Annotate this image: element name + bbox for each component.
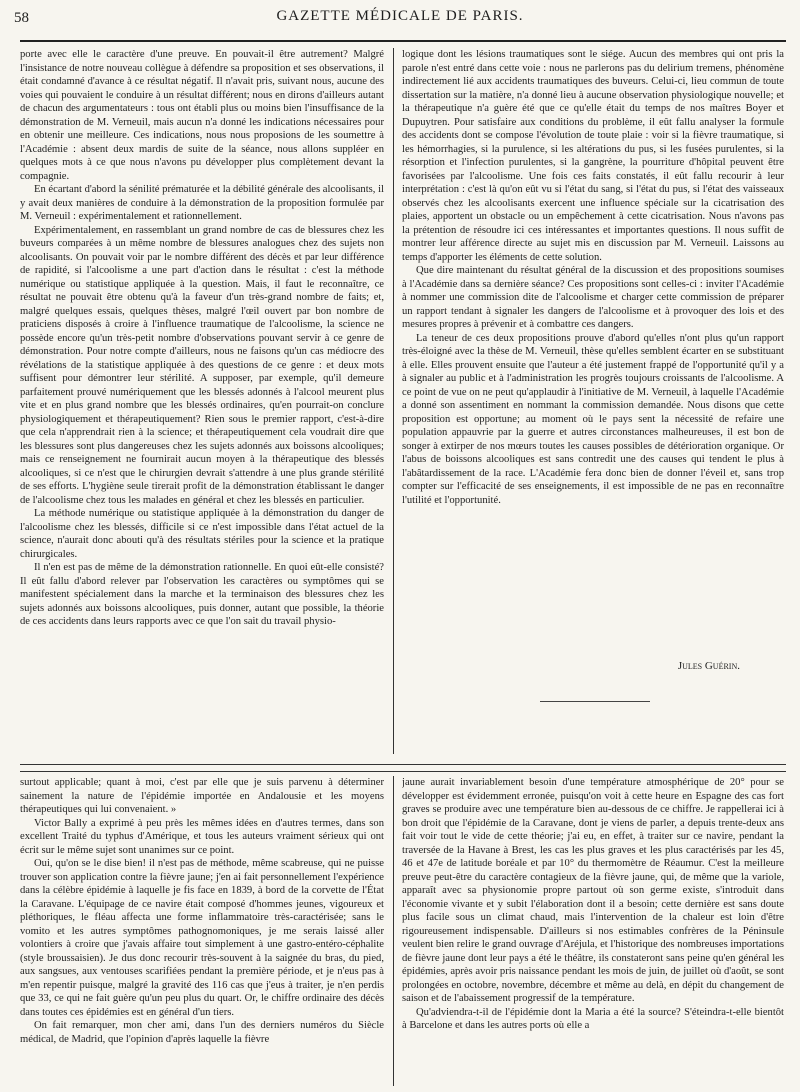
article-paragraph: Que dire maintenant du résultat général de la discussion et des propositions soumises à l'Académie dans sa dernière séance? Ces propositions sont celles-ci : inviter l'Académie à nommer une commission dite de l'alcoolisme et charger cette commission de préparer un rapport tendant à signaler les dangers de l'alcoolisme et à provoquer des lois et des mesures propres à prévenir et à combattre ces dangers. [402,265,784,330]
feuilleton-paragraph: jaune aurait invariablement besoin d'une température atmosphérique de 20° pour se développer est évidemment erronée, puisqu'on voit à cette heure en Espagne des cas fort graves se produire avec une température bien au-dessous de ce chiffre. Je rappellerai ici à bon droit que l'épidémie de la Caravane, dont je viens de parler, a depuis trente-deux ans fait voir tout le vide de cette théorie; j'ai eu, en effet, à traiter sur ce navire, pendant la traversée de la Havane à Brest, les cas les plus graves et les plus caractérisés par les 45, 46 et 47e de latitude boréale et par 10° du thermomètre de Réaumur. C'est la meilleure preuve peut-être du caractère contagieux de la fièvre jaune, qui, de même que la variole, apparaît avec sa physionomie propre partout où son germe existe, s'introduit dans l'économie vivante et y subit l'élaboration dont il a besoin; cette dernière est sans doute plus facile sous un climat chaud, mais l'intervention de la chaleur est loin d'être rigoureusement indispensable. D'ailleurs si nos estimables confrères de la Péninsule veulent bien relire le grand ouvrage d'Aréjula, et l'historique des nombreuses importations de fièvre jaune dont leur pays a été le théâtre, ils constateront sans peine qu'en général les épidémies, après avoir pris naissance pendant les mois de juin, de juillet où d'août, se sont prolongées en octobre, novembre, décembre et même au delà, en dépit du changement de saison et de l'abaissement progressif de la température. [402,777,784,1004]
article-paragraph: La teneur de ces deux propositions prouve d'abord qu'elles n'ont plus qu'un rapport très-éloigné avec la thèse de M. Verneuil, thèse qu'elles semblent écarter en se substituant à elle. Elles prouvent ensuite que l'auteur a été justement frappé de l'opportunité qu'il y a à signaler au public et à l'administration les progrès toujours croissants de l'alcoolisme. A ce point de vue on ne peut qu'applaudir à l'initiative de M. Verneuil, à laquelle l'Académie a donné son assentiment en nommant la commission demandée. Nous disons que cette proposition est opportune; au moment où le pays sent la nécessité de refaire une population appauvrie par la guerre et autres circonstances malheureuses, il est bon de songer à extirper de nos mœurs toutes les causes possibles de détérioration organique. Or l'abus de boissons alcooliques est sans contredit une des causes qui tendent le plus à l'abâtardissement de la race. L'Académie fera donc bien de donner l'éveil et, sans trop compter sur l'efficacité de ses enseignements, il est impossible de ne pas en reconnaître l'utilité et l'opportunité. [402,332,784,506]
feuilleton-paragraph: On fait remarquer, mon cher ami, dans l'un des derniers numéros du Siècle médical, de Madrid, que l'opinion d'après laquelle la fièvre [20,1020,384,1045]
feuilleton-paragraph: Qu'adviendra-t-il de l'épidémie dont la Maria a été la source? S'éteindra-t-elle bientôt à Barcelone et dans les autres ports où elle a [402,1006,784,1031]
feuilleton-paragraph: Victor Bally a exprimé à peu près les mêmes idées en d'autres termes, dans son excellent Traité du typhus d'Amérique, et tous les auteurs vraiment sérieux qui ont écrit sur le même sujet sont unanimes sur ce point. [20,817,384,856]
article-paragraph: logique dont les lésions traumatiques sont le siége. Aucun des membres qui ont pris la parole n'est entré dans cette voie : nous ne parlerons pas du delirium tremens, phénomène indirectement lié aux accidents traumatiques des buveurs. Celui-ci, lieu commun de toute dissertation sur la matière, n'a donné lieu à aucune observation physiologique nouvelle; et la thérapeutique n'a guère été que ce qu'elle était du temps de nos maîtres Boyer et Dupuytren. Pour satisfaire aux conditions du problème, il eût fallu analyser la formule des accidents dont se compose l'évolution de toute plaie : voir si la fièvre traumatique, si les hémorrhagies, si la purulence, si les altérations du pus, si les fusées purulentes, si la résorption et l'infection purulentes, si la gangrène, la pourriture d'hôpital peuvent être favorisées par l'alcoolisme. Une fois ces faits constatés, il eût fallu recourir à leur interprétation : c'est là qu'on eût vu si l'état du sang, si l'état du pus, si l'état des vaisseaux observés chez les alcoolisants exercent une influence spéciale sur la cicatrisation des plaies, apportent un obstacle ou un empêchement à cette cicatrisation. Nous n'avons pas la prétention de résoudre ici ces intéressantes et importantes questions. Il nous suffit de montrer leur afférence directe au sujet mis en discussion par M. Verneuil. Laissons au temps d'apporter les éléments de cette solution. [402,49,784,263]
feuilleton-column-divider [393,776,394,1086]
header-rule [20,40,786,42]
article-end-rule [540,701,650,702]
journal-title: GAZETTE MÉDICALE DE PARIS. [276,8,524,24]
feuilleton-left-column [20,776,384,1086]
article-left-column [20,48,384,754]
feuilleton-separator [20,764,786,772]
feuilleton-paragraph: surtout applicable; quant à moi, c'est par elle que je suis parvenu à déterminer sainement la nature de l'épidémie importée en Andalousie et les moyens thérapeutiques qui lui convenaient. » [20,777,384,815]
article-paragraph: porte avec elle le caractère d'une preuve. En pouvait-il être autrement? Malgré l'insistance de notre nouveau collègue à défendre sa proposition et ses observations, il était condamné d'avance à ce résultat négatif. Il n'avait pris, suivant nous, aucune des voies qui pouvaient le conduire à un résultat différent; nous en dirons d'ailleurs autant de chacun des argumentateurs : tous ont établi plus ou moins bien l'insuffisance de la démonstration de M. Verneuil, mais aucun n'a donné les indications nécessaires pour en obtenir une meilleure. Ces indications, nous nous proposions de les soumettre à l'Académie : absent deux mardis de suite de la séance, nous allons suppléer en quelques mots à ce que nous n'avons pu développer plus complètement devant la compagnie. [20,49,384,182]
page-number: 58 [14,10,29,26]
article-paragraph: Il n'en est pas de même de la démonstration rationnelle. En quoi eût-elle consisté? Il eût fallu d'abord relever par l'observation les caractères ou symptômes qui se manifestent spécialement dans la marche et la terminaison des blessures chez les sujets adonnés aux boissons alcooliques, puis donner, autant que possible, la théorie de ces accidents dans leurs rapports avec ce que l'on sait du travail physio- [20,562,384,627]
column-divider [393,48,394,754]
article-paragraph: Expérimentalement, en rassemblant un grand nombre de cas de blessures chez les buveurs comparées à un même nombre de blessures analogues chez des sujets non alcoolisants. On pouvait voir par le nombre différent des décès et par leur différence de rapidité, si l'alcoolisme a une part d'action dans le résultat : c'est la méthode numérique ou statistique appliquée à la question. Mais, il faut le reconnaître, ce résultat ne pouvait être obtenu qu'à la faveur d'un très-grand nombre de faits; et, malgré quelques essais, quelques thèses, malgré l'œil ouvert par bon nombre de praticiens disposés à croire à l'influence traumatique de l'alcoolisme, la science ne possède encore qu'un très-petit nombre d'observations pouvant servir à ce genre de démonstration. Pour notre compte d'ailleurs, nous ne faisons qu'un cas médiocre des révélations de la statistique appliquée à des questions de ce genre : et deux mots suffisent pour démontrer leur stérilité. A supposer, par exemple, qu'il demeure parfaitement prouvé numériquement que les blessés adonnés à l'alcool meurent plus vite et en plus grand nombre que les blessés ordinaires, qu'en pourrait-on conclure physiologiquement et thérapeutiquement? Rien sous le premier rapport, c'est-à-dire que cela n'apprendrait rien à la science; et thérapeutiquement cela voudrait dire que les blessures sont plus dangereuses chez les sujets adonnés aux boissons alcooliques; mais ce renseignement ne fournirait aucun moyen à la thérapeutique des blessés alcooliques, si ce n'est que le chirurgien devrait s'attendre à une plus grande stérilité de ses efforts. L'hygiène seule tirerait profit de la démonstration établissant le danger de l'alcoolisme chez tous les malades en général et chez les blessés en particulier. [20,224,384,506]
feuilleton-paragraph: Oui, qu'on se le dise bien! il n'est pas de méthode, même scabreuse, qui ne puisse trouver son application contre la fièvre jaune; j'en ai fait personnellement l'expérience dans la célèbre épidémie à laquelle je fis face en 1839, à bord de la corvette de l'État la Caravane. L'équipage de ce navire était composé d'hommes jeunes, vigoureux et pléthoriques, le fléau affecta une forme inflammatoire très-caractérisée; sans le vomito et les autres symptômes pathognomoniques, je me serais laissé aller volontiers à croire que j'avais affaire tout simplement à une gastro-entéro-céphalite (style broussaisien). Je dus donc recourir très-souvent à la saignée du bras, du pied, aux sangsues, aux ventouses scarifiées pendant la première période, et je n'eus pas à m'en repentir puisque, malgré la gravité des 116 cas que j'eus à traiter, je n'en perdis que 33, ce qui ne fait guère qu'un peu plus du quart. Or, le chiffre ordinaire des décès dans toutes ces épidémies est en général d'un tiers. [20,858,384,1018]
article-right-column [402,48,784,656]
feuilleton-right-column [402,776,784,1086]
article-paragraph: La méthode numérique ou statistique appliquée à la démonstration du danger de l'alcoolisme chez les blessés, difficile si ce n'est impossible dans l'état actuel de la science, n'aurait donc abouti qu'à des résultats stériles pour la science et la pratique chirurgicales. [20,508,384,560]
article-paragraph: En écartant d'abord la sénilité prématurée et la débilité générale des alcoolisants, il y avait deux manières de conduire à la démonstration de la proposition formulée par M. Verneuil : expérimentalement et rationnellement. [20,184,384,222]
author-signature: Jules Guérin. [677,660,740,672]
